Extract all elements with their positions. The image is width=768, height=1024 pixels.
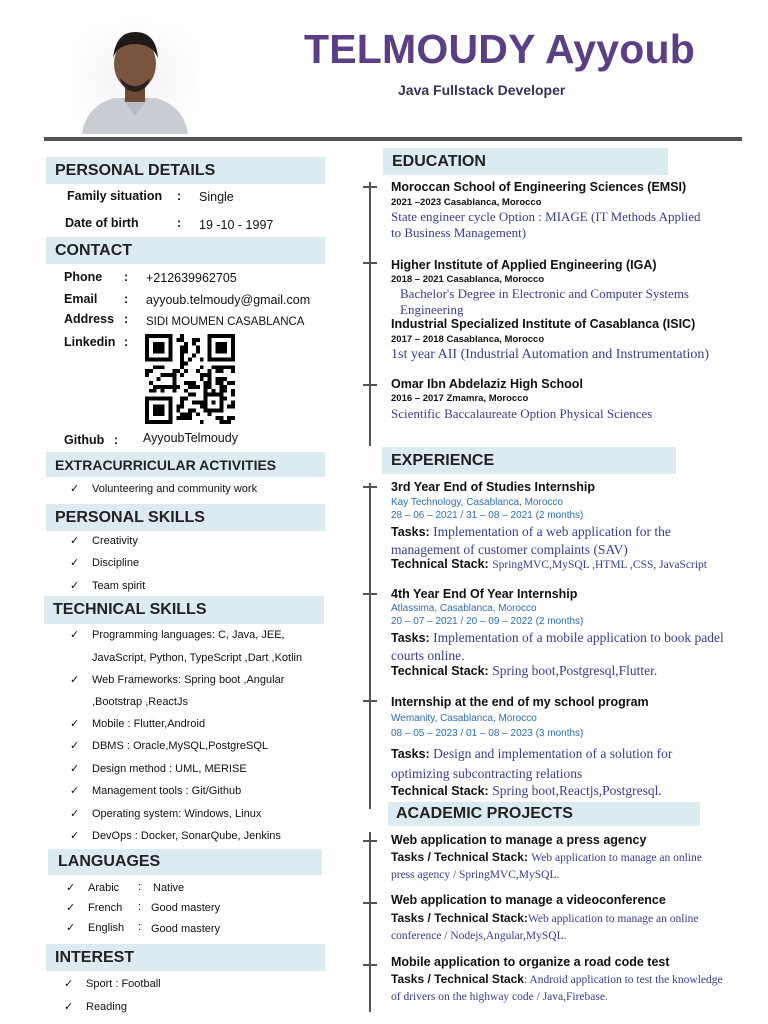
project-description: Tasks / Technical Stack: Android application to test the knowledge of drivers on the highway code / Java,Firebase. — [391, 972, 723, 1003]
section-heading: TECHNICAL SKILLS — [53, 601, 207, 618]
job-title: Java Fullstack Developer — [398, 82, 566, 98]
header-divider — [44, 137, 742, 141]
language-row: ✓ English — [66, 922, 125, 934]
family-situation-label: Family situation — [67, 189, 163, 203]
github-label: Github — [64, 433, 105, 447]
language-row: ✓ Arabic — [66, 882, 120, 894]
experience-dates: 20 – 07 – 2021 / 20 – 09 – 2022 (2 months) — [391, 616, 584, 627]
email-label: Email — [64, 292, 98, 306]
email-value[interactable]: ayyoub.telmoudy@gmail.com — [146, 293, 311, 307]
check-icon: ✓ — [70, 830, 80, 842]
phone-value[interactable]: +212639962705 — [146, 271, 237, 285]
separator: : — [177, 189, 182, 203]
separator: : — [138, 901, 142, 913]
list-item: ✓ Operating system: Windows, Linux — [70, 808, 262, 820]
timeline-marker — [363, 384, 377, 386]
experience-stack: Technical Stack: Spring boot,Reactjs,Postgresql. — [391, 783, 662, 798]
experience-title: 3rd Year End of Studies Internship — [391, 480, 595, 494]
list-item: ✓ DevOps : Docker, SonarQube, Jenkins — [70, 830, 281, 842]
address-value: SIDI MOUMEN CASABLANCA — [146, 316, 305, 328]
project-title: Web application to manage a press agency — [391, 833, 647, 847]
list-item: ✓ Programming languages: C, Java, JEE, — [70, 629, 285, 641]
separator: : — [138, 881, 142, 893]
list-item-continued: ,Bootstrap ,ReactJs — [92, 696, 188, 708]
section-academic-projects — [388, 802, 700, 826]
address-label: Address — [64, 312, 115, 326]
list-item: ✓ Creativity — [70, 535, 138, 547]
section-languages — [48, 849, 322, 875]
check-icon: ✓ — [70, 674, 80, 686]
education-school: Moroccan School of Engineering Sciences (EMSI) — [391, 180, 687, 194]
projects-timeline — [369, 832, 371, 1012]
section-education — [383, 148, 668, 175]
experience-title: 4th Year End Of Year Internship — [391, 587, 578, 601]
date-of-birth-label: Date of birth — [65, 216, 139, 230]
separator: : — [124, 335, 129, 349]
experience-dates: 08 – 05 – 2023 / 01 – 08 – 2023 (3 months) — [391, 728, 584, 739]
qr-code-icon[interactable] — [144, 334, 236, 424]
experience-tasks: Tasks: Implementation of a web application for the management of customer complaints (SAV) — [391, 524, 671, 557]
list-item: ✓ Discipline — [70, 557, 140, 569]
education-date: 2017 – 2018 Casablanca, Morocco — [391, 334, 545, 345]
list-item: ✓ Team spirit — [70, 580, 146, 592]
linkedin-label: Linkedin — [64, 335, 116, 349]
check-icon: ✓ — [70, 580, 80, 592]
education-description: 1st year AII (Industrial Automation and Instrumentation) — [391, 347, 710, 362]
project-title: Web application to manage a videoconference — [391, 893, 666, 907]
check-icon: ✓ — [70, 785, 80, 797]
section-interest — [46, 944, 325, 971]
education-description: Bachelor's Degree in Electronic and Computer Systems Engineering — [400, 286, 689, 317]
list-item: ✓ Sport : Football — [64, 978, 161, 990]
separator: : — [124, 270, 129, 284]
language-level: Good mastery — [151, 923, 221, 935]
check-icon: ✓ — [70, 763, 80, 775]
timeline-marker — [363, 186, 377, 188]
education-school: Omar Ibn Abdelaziz High School — [391, 377, 583, 391]
section-heading: INTEREST — [55, 948, 135, 966]
project-description: Tasks / Technical Stack:Web application to manage an online conference / Nodejs,Angular,MySQL. — [391, 911, 699, 942]
experience-stack: Technical Stack: SpringMVC,MySQL ,HTML ,CSS, JavaScript — [391, 557, 708, 571]
timeline-marker — [363, 593, 377, 595]
check-icon: ✓ — [66, 902, 76, 914]
experience-company: Wemanity, Casablanca, Morocco — [391, 713, 537, 724]
phone-label: Phone — [64, 270, 103, 284]
date-of-birth-value: 19 -10 - 1997 — [199, 218, 274, 232]
check-icon: ✓ — [70, 718, 80, 730]
check-icon: ✓ — [64, 1001, 74, 1013]
candidate-name: TELMOUDY Ayyoub — [304, 26, 695, 72]
section-heading: PERSONAL DETAILS — [55, 161, 216, 179]
education-date: 2018 – 2021 Casablanca, Morocco — [391, 274, 545, 285]
language-row: ✓ French — [66, 902, 123, 914]
list-item: ✓ Reading — [64, 1001, 127, 1013]
check-icon: ✓ — [66, 882, 76, 894]
education-date: 2016 – 2017 Zmamra, Morocco — [391, 393, 529, 404]
section-personal-skills — [46, 504, 325, 531]
experience-title: Internship at the end of my school program — [391, 695, 649, 709]
education-school: Higher Institute of Applied Engineering (IGA) — [391, 258, 657, 272]
separator: : — [177, 216, 182, 230]
separator: : — [114, 433, 119, 447]
separator: : — [124, 312, 129, 326]
section-technical-skills — [44, 596, 324, 624]
list-item: ✓ Mobile : Flutter,Android — [70, 718, 206, 730]
education-timeline — [369, 182, 371, 446]
section-heading: PERSONAL SKILLS — [55, 508, 205, 526]
education-school: Industrial Specialized Institute of Casablanca (ISIC) — [391, 317, 696, 331]
experience-tasks: Tasks: Design and implementation of a solution for optimizing subcontracting relations — [391, 746, 673, 781]
list-item: ✓ Volunteering and community work — [70, 483, 258, 495]
github-value[interactable]: AyyoubTelmoudy — [143, 431, 238, 445]
project-description: Tasks / Technical Stack: Web application to manage an online press agency / SpringMVC,MySQL. — [391, 850, 702, 881]
timeline-marker — [363, 700, 377, 702]
timeline-marker — [363, 262, 377, 264]
check-icon: ✓ — [70, 808, 80, 820]
check-icon: ✓ — [70, 740, 80, 752]
check-icon: ✓ — [70, 535, 80, 547]
language-level: Good mastery — [151, 902, 221, 914]
timeline-marker — [363, 964, 377, 966]
separator: : — [124, 292, 129, 306]
list-item: ✓ DBMS : Oracle,MySQL,PostgreSQL — [70, 740, 269, 752]
section-personal-details — [46, 157, 325, 184]
section-heading: ACADEMIC PROJECTS — [396, 805, 573, 822]
family-situation-value: Single — [199, 190, 234, 204]
section-heading: EDUCATION — [392, 152, 486, 170]
project-title: Mobile application to organize a road code test — [391, 955, 670, 969]
experience-company: Atlassima, Casablanca, Morocco — [391, 603, 537, 614]
section-heading: LANGUAGES — [58, 853, 161, 870]
list-item: ✓ Management tools : Git/Github — [70, 785, 242, 797]
list-item-continued: JavaScript, Python, TypeScript ,Dart ,Kotlin — [92, 652, 303, 664]
separator: : — [138, 921, 142, 933]
section-heading: CONTACT — [55, 241, 133, 259]
timeline-marker — [363, 902, 377, 904]
check-icon: ✓ — [64, 978, 74, 990]
language-level: Native — [153, 882, 185, 894]
section-heading: EXPERIENCE — [391, 451, 495, 469]
timeline-marker — [363, 840, 377, 842]
profile-photo — [72, 22, 198, 134]
experience-tasks: Tasks: Implementation of a mobile application to book padel courts online. — [391, 630, 724, 663]
experience-company: Kay Technology, Casablanca, Morocco — [391, 497, 563, 508]
education-date: 2021 –2023 Casablanca, Morocco — [391, 197, 542, 208]
section-experience — [382, 447, 676, 474]
check-icon: ✓ — [70, 629, 80, 641]
check-icon: ✓ — [66, 922, 76, 934]
check-icon: ✓ — [70, 483, 80, 495]
section-heading: EXTRACURRICULAR ACTIVITIES — [55, 456, 277, 473]
list-item: ✓ Web Frameworks: Spring boot ,Angular — [70, 674, 285, 686]
list-item: ✓ Design method : UML, MERISE — [70, 763, 247, 775]
timeline-marker — [363, 486, 377, 488]
education-description: State engineer cycle Option : MIAGE (IT Methods Applied to Business Management) — [391, 209, 701, 240]
check-icon: ✓ — [70, 557, 80, 569]
experience-stack: Technical Stack: Spring boot,Postgresql,Flutter. — [391, 663, 658, 678]
education-description: Scientific Baccalaureate Option Physical Sciences — [391, 406, 653, 421]
section-contact — [46, 237, 325, 264]
experience-dates: 28 – 06 – 2021 / 31 – 08 – 2021 (2 months) — [391, 510, 584, 521]
experience-timeline — [369, 483, 371, 809]
section-extracurricular — [46, 452, 325, 477]
